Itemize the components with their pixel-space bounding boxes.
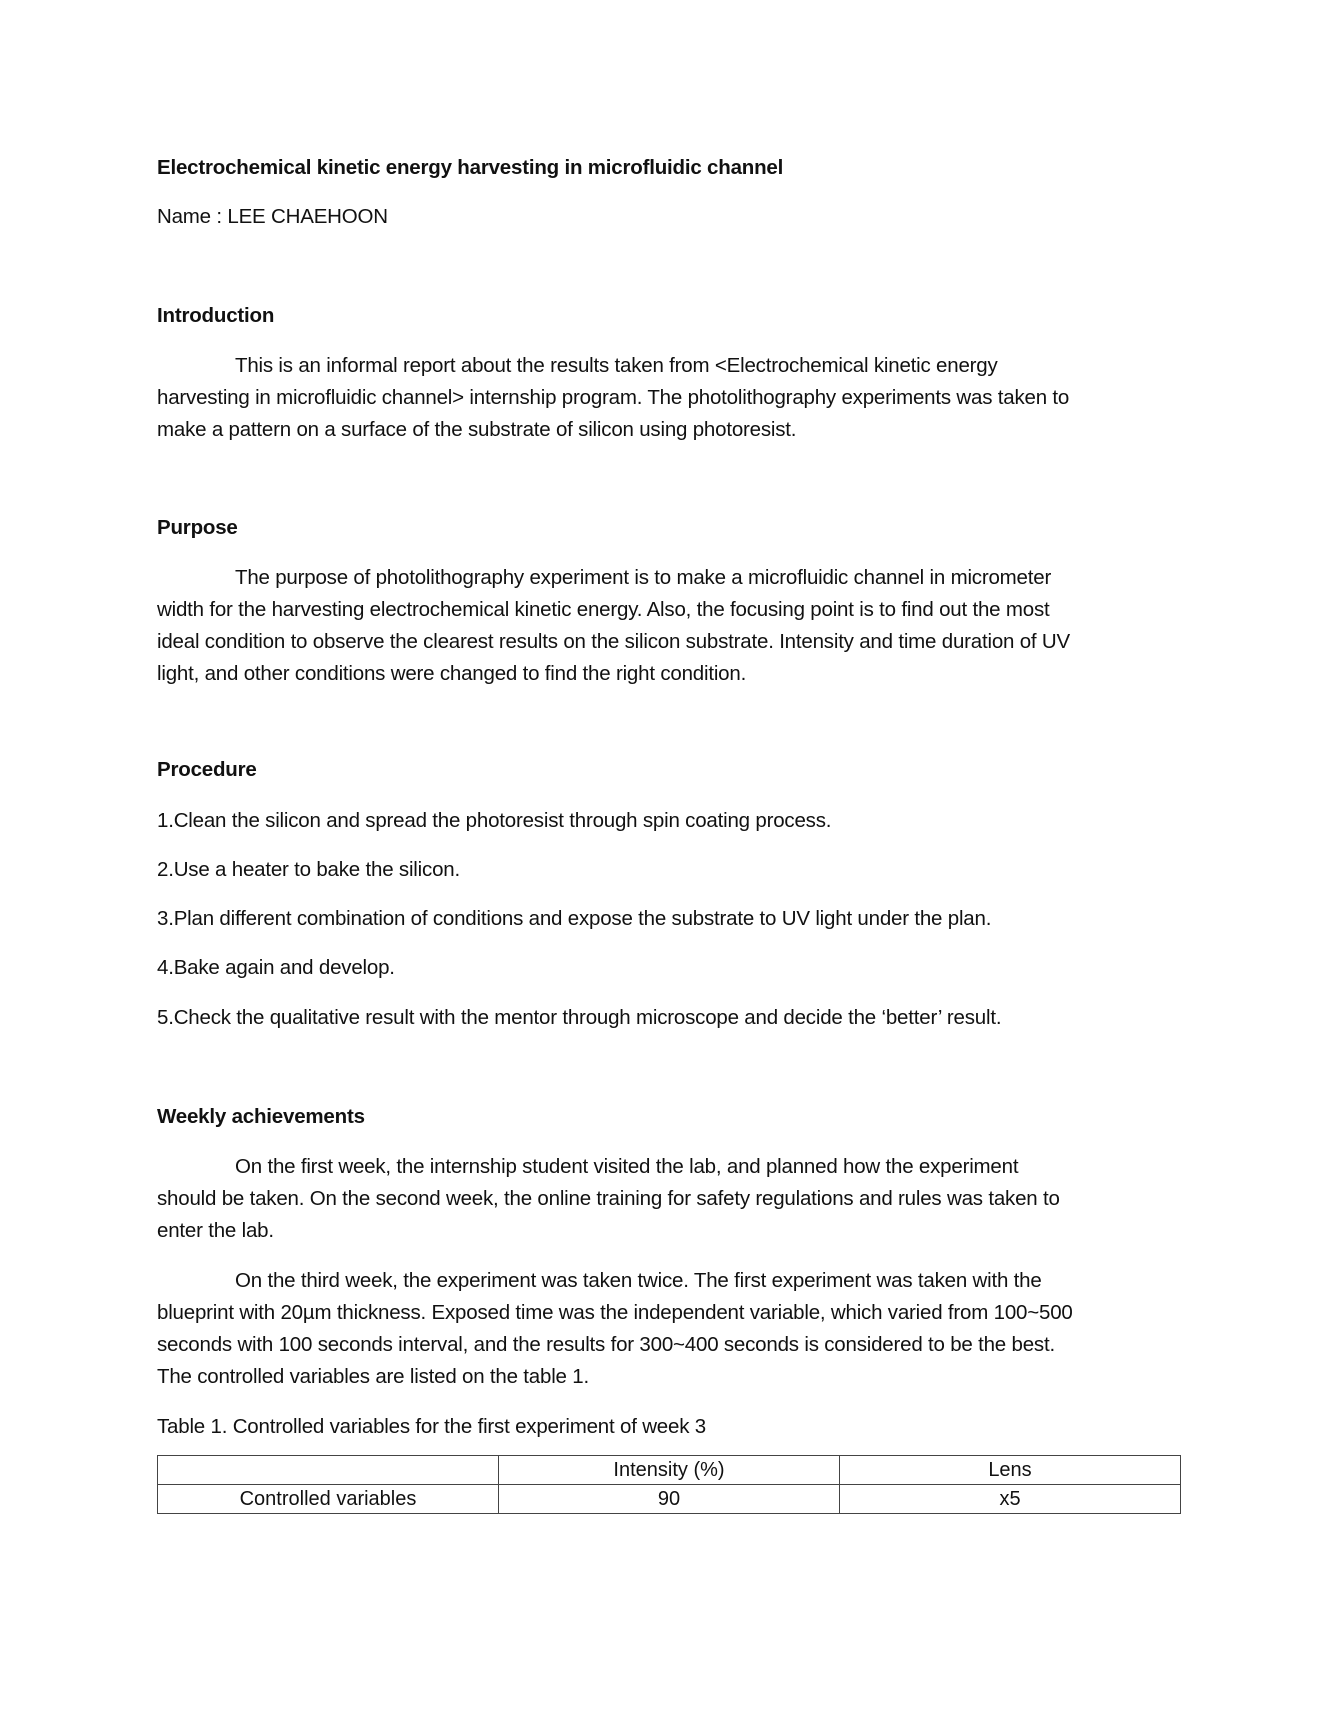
table-row <box>158 1485 1181 1514</box>
table-header-cell <box>158 1456 499 1485</box>
table-header-cell: Intensity (%) <box>499 1456 840 1485</box>
weekly-heading: Weekly achievements <box>157 1105 365 1128</box>
weekly-line: should be taken. On the second week, the online training for safety regulations and rules was taken to <box>157 1187 1060 1210</box>
weekly-line: seconds with 100 seconds interval, and the results for 300~400 seconds is considered to be the best. <box>157 1333 1055 1356</box>
procedure-step: 3.Plan different combination of conditions and expose the substrate to UV light under the plan. <box>157 907 992 930</box>
table-cell: x5 <box>840 1485 1181 1514</box>
purpose-line: light, and other conditions were changed to find the right condition. <box>157 662 747 685</box>
table-header-row <box>158 1456 1181 1485</box>
procedure-step: 1.Clean the silicon and spread the photoresist through spin coating process. <box>157 809 832 832</box>
introduction-line: make a pattern on a surface of the substrate of silicon using photoresist. <box>157 418 797 441</box>
weekly-line: On the third week, the experiment was taken twice. The first experiment was taken with the <box>235 1269 1042 1292</box>
table-header-cell: Lens <box>840 1456 1181 1485</box>
author-name: Name : LEE CHAEHOON <box>157 205 388 228</box>
introduction-line: harvesting in microfluidic channel> internship program. The photolithography experiments was taken to <box>157 386 1070 409</box>
table-caption: Table 1. Controlled variables for the first experiment of week 3 <box>157 1415 706 1438</box>
procedure-step: 4.Bake again and develop. <box>157 956 395 979</box>
weekly-line: blueprint with 20µm thickness. Exposed time was the independent variable, which varied from 100~500 <box>157 1301 1073 1324</box>
document-title: Electrochemical kinetic energy harvesting in microfluidic channel <box>157 156 784 179</box>
procedure-heading: Procedure <box>157 758 257 781</box>
table-cell: 90 <box>499 1485 840 1514</box>
introduction-line: This is an informal report about the results taken from <Electrochemical kinetic energy <box>235 354 998 377</box>
controlled-variables-table <box>157 1455 1181 1514</box>
purpose-line: width for the harvesting electrochemical kinetic energy. Also, the focusing point is to find out the most <box>157 598 1050 621</box>
purpose-line: The purpose of photolithography experiment is to make a microfluidic channel in micrometer <box>235 566 1052 589</box>
procedure-step: 2.Use a heater to bake the silicon. <box>157 858 460 881</box>
weekly-line: The controlled variables are listed on the table 1. <box>157 1365 589 1388</box>
introduction-heading: Introduction <box>157 304 275 327</box>
weekly-line: On the first week, the internship student visited the lab, and planned how the experiment <box>235 1155 1019 1178</box>
purpose-line: ideal condition to observe the clearest results on the silicon substrate. Intensity and time duration of UV <box>157 630 1071 653</box>
procedure-step: 5.Check the qualitative result with the mentor through microscope and decide the ‘better’ result. <box>157 1006 1002 1029</box>
purpose-heading: Purpose <box>157 516 238 539</box>
weekly-line: enter the lab. <box>157 1219 274 1242</box>
table-cell: Controlled variables <box>158 1485 499 1514</box>
